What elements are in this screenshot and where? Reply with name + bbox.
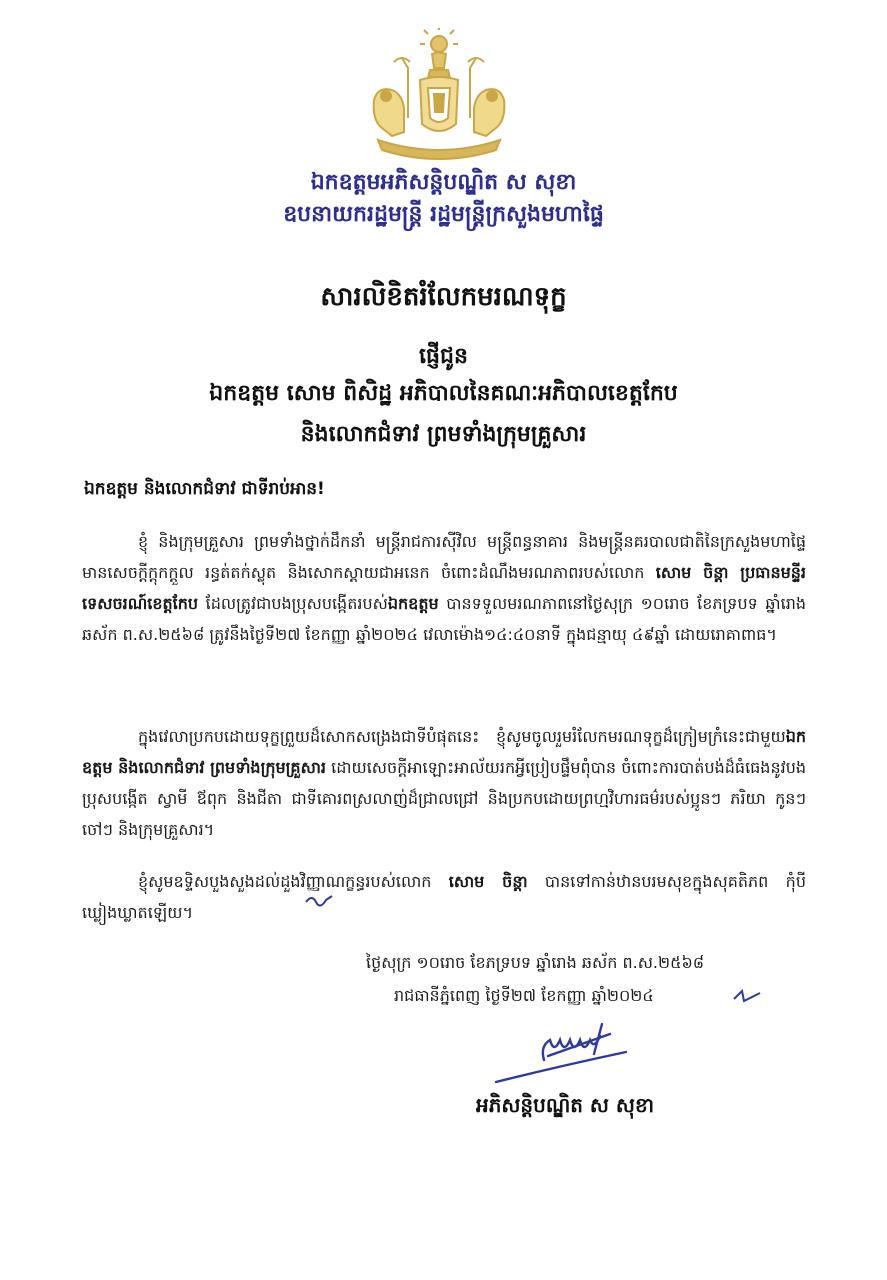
body-paragraph-3 [82, 866, 806, 928]
p1-text-e: បានទទួលមរណភាពនៅថ្ងៃសុក្រ ១០រោច ខែភទ្របទ ឆ្នាំរោង ឆស័ក ព.ស.២៥៦៨ ត្រូវនឹងថ្ងៃទី២៧ ខែកញ្ញា ឆ្នាំ២០២៤ វេលាម៉ោង១៤:៤០នាទី ក្នុងជន្មាយុ ៤៩ឆ្នាំ ដោយរោគាពាធ។ [82, 594, 807, 644]
document-title: សារលិខិតរំលែកមរណទុក្ខ [320, 282, 567, 312]
p2-text-c: ដោយសេចក្តីអាឡោះអាល័យរកអ្វីប្រៀបផ្ទឹមពុំបាន ចំពោះការបាត់បង់ដ៏ធំធេងនូវបងប្រុសបង្កើត ស្វាមី ឪពុក និងជីតា ជាទីគោរពស្រលាញ់ដ៏ជ្រាលជ្រៅ និងប្រកបដោយព្រហ្មវិហារធម៌របស់ប្អូនៗ ភរិយា កូនៗ ចៅៗ និងក្រុមគ្រួសារ។ [82, 758, 806, 839]
closing-place-line: រាជធានីភ្នំពេញ ថ្ងៃទី២៧ ខែកញ្ញា ឆ្នាំ២០២៤ [394, 986, 654, 1005]
initial-mark-icon [732, 985, 762, 1005]
body-paragraph-2 [82, 721, 806, 845]
salutation: ឯកឧត្តម និងលោកជំទាវ ជាទីរាប់អាន! [84, 479, 325, 499]
p3-deceased-name: សោម ចិន្តា [448, 872, 528, 891]
p1-honorific: ឯកឧត្តម [387, 594, 439, 613]
p3-text-c: បានទៅកាន់ឋានបរមសុខក្នុងសុគតិភព កុំបីឃ្លៀងឃ្លាតឡើយ។ [82, 872, 806, 922]
p2-text-a: ក្នុងវេលាប្រកបដោយទុក្ខព្រួយដ៏សោកសង្រេងជាទីបំផុតនេះ ខ្ញុំសូមចូលរួមរំលែកមរណទុក្ខដ៏ក្រៀមក្រំនេះជាមួយ [138, 727, 786, 746]
recipient-label: ផ្ញើជូន [419, 344, 468, 369]
body-paragraph-1 [82, 526, 806, 650]
p1-text-c: ដែលត្រូវជាបងប្រុសបង្កើតរបស់ [198, 594, 388, 613]
royal-emblem-icon [368, 28, 510, 164]
p3-text-a: ខ្ញុំសូមឧទ្ទិសបួងសួងដល់ដួងវិញ្ញាណក្ខន្ធរបស់លោក [138, 872, 449, 891]
p1-deceased-name: សោម ចិន្តា ប្រធានមន្ទីរទេសចរណ៍ខេត្តកែប [82, 563, 806, 613]
closing-date-line: ថ្ងៃសុក្រ ១០រោច ខែភទ្របទ ឆ្នាំរោង ឆស័ក ព.ស.២៥៦៨ [366, 953, 705, 972]
signer-name: អភិសន្តិបណ្ឌិត ស សុខា [476, 1093, 654, 1117]
recipient-line-1: ឯកឧត្តម សោម ពិសិដ្ឋ អភិបាលនៃគណៈអភិបាលខេត្តកែប [209, 381, 678, 406]
sender-title: ឧបនាយករដ្ឋមន្ត្រី រដ្ឋមន្ត្រីក្រសួងមហាផ្ទៃ [283, 202, 604, 227]
p2-recipients: ឯកឧត្តម និងលោកជំទាវ ព្រមទាំងក្រុមគ្រួសារ [82, 727, 806, 777]
recipient-line-2: និងលោកជំទាវ ព្រមទាំងក្រុមគ្រួសារ [300, 422, 587, 447]
initial-mark-icon [304, 890, 334, 910]
sender-name: ឯកឧត្តមអភិសន្តិបណ្ឌិត ស សុខា [310, 170, 577, 195]
signature-icon [490, 1010, 640, 1092]
p1-text-a: ខ្ញុំ និងក្រុមគ្រួសារ ព្រមទាំងថ្នាក់ដឹកនាំ មន្ត្រីរាជការស៊ីវិល មន្ត្រីពន្ធនាគារ និងមន្ត្រីនគរបាលជាតិនៃក្រសួងមហាផ្ទៃ មានសេចក្តីក្តុកក្តួល រន្ធត់តក់ស្លុត និងសោកស្តាយជាអនេក ចំពោះដំណឹងមរណភាពរបស់លោក [82, 532, 806, 582]
